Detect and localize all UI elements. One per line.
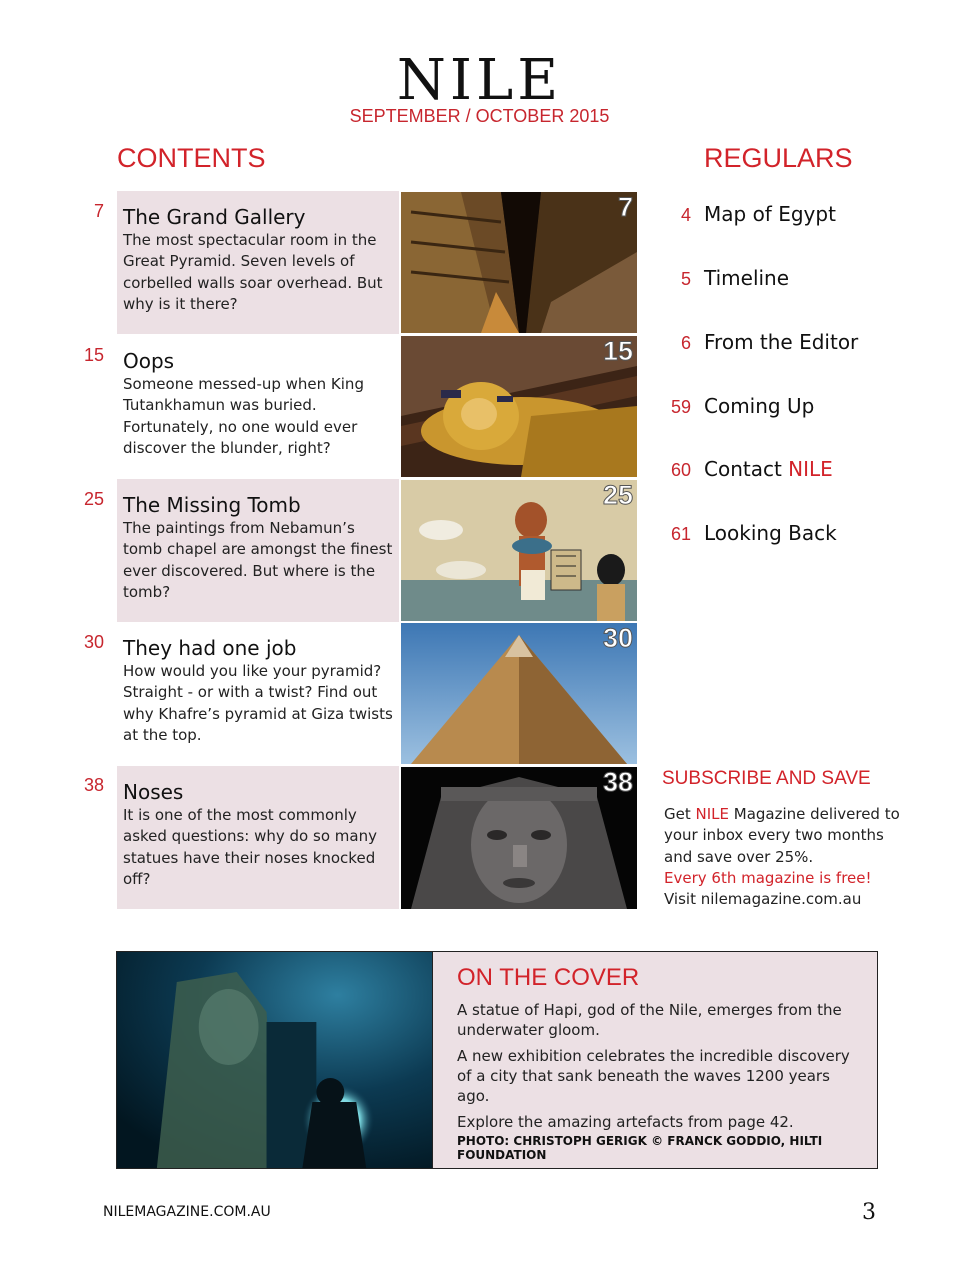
regular-page-number: 60 bbox=[670, 460, 691, 480]
subscribe-intro-rest: Magazine delivered to your inbox every two months and save over 25%. bbox=[664, 805, 900, 866]
regulars-heading: REGULARS bbox=[704, 143, 853, 173]
regular-map-of-egypt[interactable]: Map of Egypt bbox=[704, 202, 836, 226]
article-card-oops[interactable] bbox=[117, 335, 399, 478]
regular-looking-back[interactable]: Looking Back bbox=[704, 521, 837, 545]
cover-story-panel bbox=[116, 951, 878, 1169]
article-card-missing-tomb[interactable] bbox=[117, 479, 399, 622]
subscribe-offer: Every 6th magazine is free! bbox=[664, 868, 872, 887]
article-title: Oops bbox=[123, 349, 175, 373]
regular-timeline[interactable]: Timeline bbox=[704, 266, 790, 290]
subscribe-text bbox=[664, 804, 904, 910]
thumb-page-number: 7 bbox=[617, 192, 633, 222]
regular-page-number: 59 bbox=[670, 397, 691, 417]
thumb-page-number: 38 bbox=[602, 767, 633, 797]
article-card-noses[interactable] bbox=[117, 766, 399, 909]
regular-page-number: 61 bbox=[670, 524, 691, 544]
grand-gallery-photo[interactable] bbox=[401, 192, 637, 333]
article-title: The Grand Gallery bbox=[123, 205, 306, 229]
subscribe-intro: Get bbox=[664, 805, 696, 823]
regular-page-number: 4 bbox=[680, 205, 691, 225]
article-description: Someone messed-up when King Tutankhamun was buried. Fortunately, no one would ever discover the blunder, right? bbox=[123, 375, 364, 457]
article-card-grand-gallery[interactable] bbox=[117, 191, 399, 334]
article-description: The most spectacular room in the Great Pyramid. Seven levels of corbelled walls soar overhead. But why is it there? bbox=[123, 231, 383, 313]
subscribe-visit-link[interactable]: Visit nilemagazine.com.au bbox=[664, 890, 862, 909]
thumb-page-number: 30 bbox=[602, 623, 633, 653]
nebamun-painting-photo[interactable] bbox=[401, 480, 637, 621]
cover-heading: ON THE COVER bbox=[457, 964, 640, 991]
photo-credit: PHOTO: CHRISTOPH GERIGK © FRANCK GODDIO, HILTI FOUNDATION bbox=[457, 1134, 823, 1162]
article-description: The paintings from Nebamun’s tomb chapel are amongst the finest ever discovered. But where is the tomb? bbox=[123, 519, 393, 601]
cover-paragraph: Explore the amazing artefacts from page 42. bbox=[457, 1113, 794, 1131]
magazine-title: NILE bbox=[396, 48, 563, 113]
article-page-number: 15 bbox=[83, 345, 104, 365]
thumb-page-number: 25 bbox=[602, 480, 633, 510]
brand-name: NILE bbox=[788, 457, 833, 481]
cover-paragraph: A new exhibition celebrates the incredible discovery of a city that sank beneath the waves 1200 years ago. bbox=[457, 1047, 850, 1105]
regular-contact-nile[interactable] bbox=[704, 457, 833, 481]
article-page-number: 25 bbox=[83, 489, 104, 509]
article-page-number: 38 bbox=[83, 775, 104, 795]
cover-text bbox=[433, 952, 877, 1168]
regular-from-the-editor[interactable]: From the Editor bbox=[704, 330, 859, 354]
regular-coming-up[interactable]: Coming Up bbox=[704, 394, 815, 418]
khafre-pyramid-photo[interactable] bbox=[401, 623, 637, 764]
article-card-one-job[interactable] bbox=[117, 622, 399, 766]
brand-name: NILE bbox=[695, 805, 729, 823]
article-page-number: 30 bbox=[83, 632, 104, 652]
contents-heading: CONTENTS bbox=[117, 143, 266, 173]
statue-head-photo[interactable] bbox=[401, 767, 637, 909]
regular-page-number: 5 bbox=[680, 269, 691, 289]
cover-paragraph: A statue of Hapi, god of the Nile, emerges from the underwater gloom. bbox=[457, 1001, 842, 1039]
article-description: It is one of the most commonly asked questions: why do so many statues have their noses knocked off? bbox=[123, 806, 377, 888]
page-number: 3 bbox=[862, 1200, 876, 1225]
regular-label: Contact bbox=[704, 457, 789, 481]
issue-date: SEPTEMBER / OCTOBER 2015 bbox=[349, 106, 610, 126]
article-title: They had one job bbox=[123, 636, 297, 660]
subscribe-heading[interactable]: SUBSCRIBE AND SAVE bbox=[662, 768, 871, 789]
footer-website[interactable]: NILEMAGAZINE.COM.AU bbox=[103, 1204, 271, 1220]
thumb-page-number: 15 bbox=[602, 336, 633, 366]
regular-page-number: 6 bbox=[680, 333, 691, 353]
article-title: Noses bbox=[123, 780, 184, 804]
article-description: How would you like your pyramid? Straight - or with a twist? Find out why Khafre’s pyramid at Giza twists at the top. bbox=[123, 662, 393, 744]
cover-photo[interactable] bbox=[117, 952, 433, 1168]
tutankhamun-coffin-photo[interactable] bbox=[401, 336, 637, 477]
article-title: The Missing Tomb bbox=[123, 493, 301, 517]
article-page-number: 7 bbox=[93, 201, 104, 221]
